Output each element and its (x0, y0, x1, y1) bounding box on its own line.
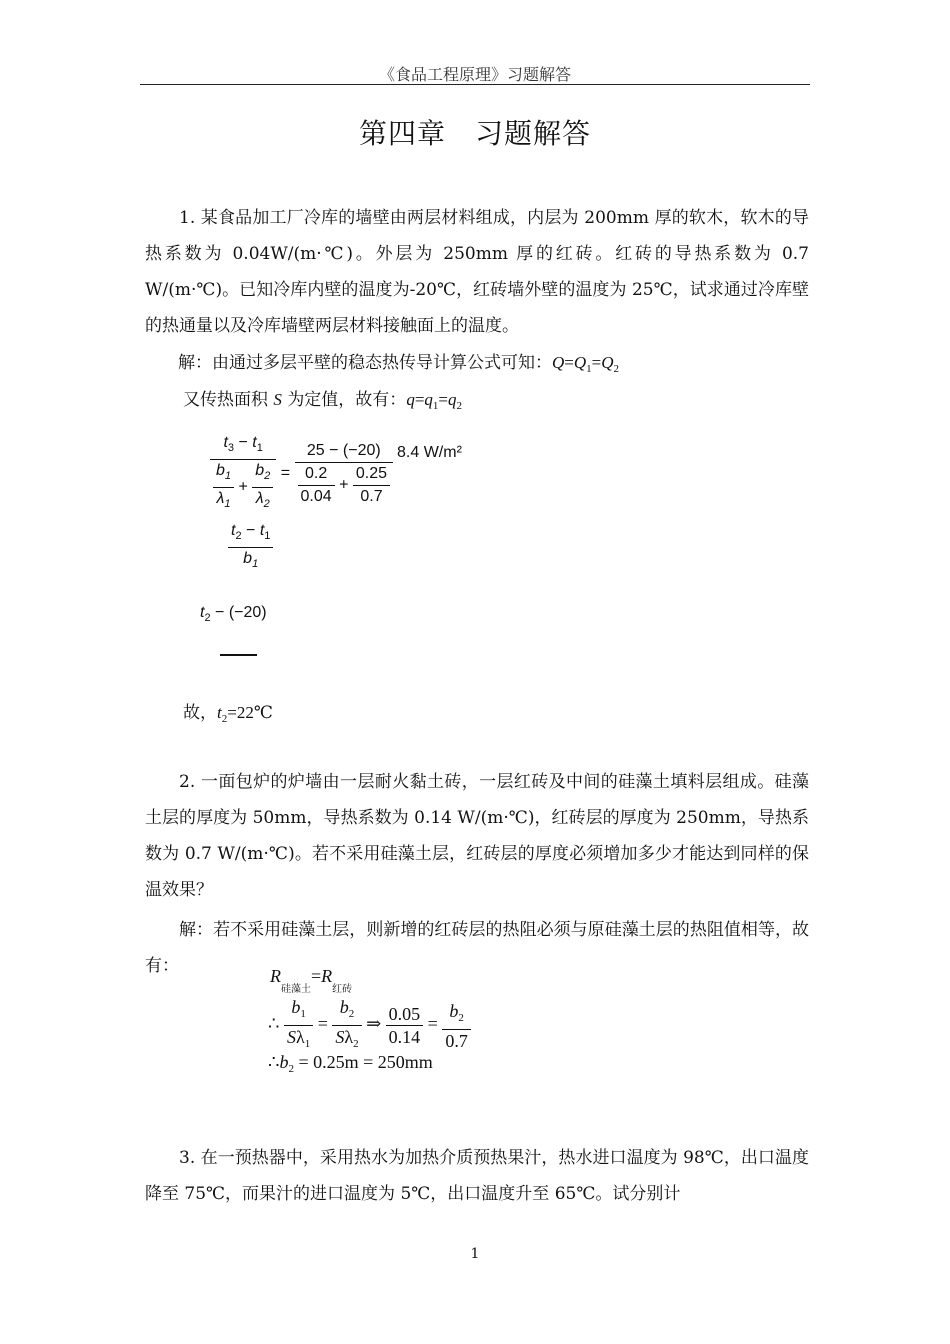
fraction-bar (220, 654, 257, 656)
problem-1-solution-line2: 又传热面积 S 为定值，故有：$q=q_1=q_2$ (183, 390, 462, 412)
thickness-ratio-equation: ∴ $\frac{b_1}{S\lambda_1}$ = $\frac{b_2}{S\lambda_2}$ ⇒ $\frac{0.05}{0.14}$ = $\frac{b_2}{0.7}$ (268, 996, 471, 1055)
problem-3-question: 3. 在一预热器中，采用热水为加热介质预热果汁，热水进口温度为 98℃，出口温度降至 75℃，而果汁的进口温度为 5℃，出口温度升至 65℃。试分别计 (145, 1148, 809, 1204)
page-number: 1 (470, 1246, 480, 1262)
problem-1-solution-line1: 解：由通过多层平壁的稳态热传导计算公式可知：$Q=Q_1=Q_2$ (178, 353, 620, 375)
interface-numerator: $t_2 - (-20)$ (200, 604, 267, 624)
interface-fraction: $\frac{t_2 - t_1}{b_1}$ (228, 520, 273, 575)
running-header: 《食品工程原理》习题解答 (378, 65, 571, 84)
heat-flux-equation: $t_3 - t_1$ $\frac{b_1}{\lambda_1}$ + $\frac{b_2}{\lambda_2}$ = 25 − (−20) $\frac{0.2}{0.04}$ + $\frac{0.25}{0.7}$ (210, 432, 393, 515)
thickness-result: $\therefore b_2 = 0.25m = 250mm$ (268, 1052, 433, 1075)
header-rule (140, 84, 810, 85)
heat-flux-result: 8.4 W/m² (397, 444, 462, 461)
thermal-resistance-equality: $R_{硅藻土}=R_{红砖}$ (270, 966, 353, 995)
problem-2-solution: 解：若不采用硅藻土层，则新增的红砖层的热阻必须与原硅藻土层的热阻值相等，故有： (145, 920, 809, 976)
problem-1-question: 1. 某食品加工厂冷库的墙壁由两层材料组成，内层为 200mm 厚的软木，软木的导热系数为 0.04W/(m·℃)。外层为 250mm 厚的红砖。红砖的导热系数为 0.7 W/(m·℃)。已知冷库内壁的温度为-20℃，红砖墙外壁的温度为 25℃，试求通过冷库壁的热通量以及冷库墙壁两层材料接触面上的温度。 (145, 208, 809, 336)
problem-1-conclusion: 故，$t_2=22℃$ (183, 703, 273, 725)
problem-2-question: 2. 一面包炉的炉墙由一层耐火黏土砖，一层红砖及中间的硅藻土填料层组成。硅藻土层的厚度为 50mm，导热系数为 0.14 W/(m·℃)，红砖层的厚度为 250mm，导热系数为 0.7 W/(m·℃)。若不采用硅藻土层，红砖层的厚度必须增加多少才能达到同样的保温效果？ (145, 772, 809, 900)
chapter-title: 第四章 习题解答 (358, 117, 591, 150)
